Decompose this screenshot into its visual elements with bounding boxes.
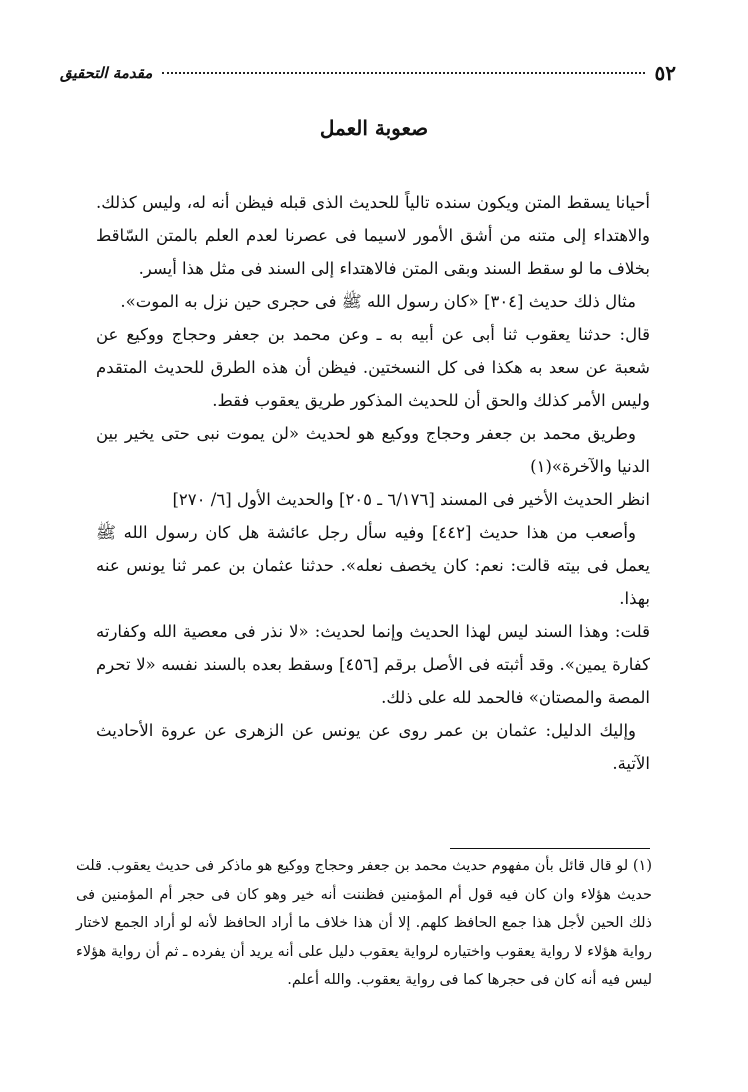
- paragraph: قلت: وهذا السند ليس لهذا الحديث وإنما لحديث: «لا نذر فى معصية الله وكفارته كفارة يمين». وقد أثبته فى الأصل برقم [٤٥٦] وسقط بعده بالسند نفسه «لا تحرم المصة والمصتان» فالحمد لله على ذلك.: [96, 622, 650, 707]
- paragraph: وأصعب من هذا حديث [٤٤٢] وفيه سأل رجل عائشة هل كان رسول الله ﷺ يعمل فى بيته قالت: نعم: كان يخصف نعله». حدثنا عثمان بن عمر ثنا يونس عنه بهذا.: [96, 523, 650, 608]
- paragraph: قال: حدثنا يعقوب ثنا أبى عن أبيه به ـ وعن محمد بن جعفر وحجاج ووكيع عن شعبة عن سعد به هكذا فى كل النسختين. فيظن أن هذه الطرق للحديث المتقدم وليس الأمر كذلك والحق أن للحديث المذكور طريق يعقوب فقط.: [96, 325, 650, 410]
- paragraph: وإليك الدليل: عثمان بن عمر روى عن يونس عن الزهرى عن عروة الأحاديث الآتية.: [96, 721, 650, 773]
- paragraph: أحيانا يسقط المتن ويكون سنده تالياً للحديث الذى قبله فيظن أنه له، وليس كذلك. والاهتداء إلى متنه من أشق الأمور لاسيما فى عصرنا لعدم العلم بالمتن السّاقط بخلاف ما لو سقط السند وبقى المتن فالاهتداء إلى السند فى مثل هذا أيسر.: [96, 193, 650, 278]
- header-dotted-rule: [162, 72, 644, 74]
- section-title: صعوبة العمل: [319, 116, 429, 140]
- body-text: [96, 186, 650, 780]
- page-number: ٥٢: [654, 61, 676, 85]
- paragraph: مثال ذلك حديث [٣٠٤] «كان رسول الله ﷺ فى حجرى حين نزل به الموت».: [120, 292, 636, 311]
- footnotes: [76, 852, 652, 995]
- footnote-divider: [450, 848, 650, 849]
- paragraph: وطريق محمد بن جعفر وحجاج ووكيع هو لحديث «لن يموت نبى حتى يخير بين الدنيا والآخرة»(١): [96, 424, 650, 476]
- running-title: مقدمة التحقيق: [60, 64, 153, 82]
- footnote: (١) لو قال قائل بأن مفهوم حديث محمد بن جعفر وحجاج ووكيع هو ماذكر فى حديث يعقوب. قلت حديث هؤلاء وان كان فيه قول أم المؤمنين فظننت أنه خير وهو كان فى حجر أم المؤمنين فى ذلك الحين لأجل هذا جمع الحافظ كلهم. إلا أن هذا خلاف ما أراد الحافظ لأنه لو أراد الجمع لاختار رواية هؤلاء لا رواية يعقوب واختياره لرواية يعقوب دليل على أنه يريد أن يفرده ـ ثم أن رواية هؤلاء ليس فيه أنه كان فى حجرها كما فى رواية يعقوب. والله أعلم.: [76, 858, 652, 988]
- paragraph: انظر الحديث الأخير فى المسند [٦/١٧٦ ـ ٢٠٥] والحديث الأول [٦/ ٢٧٠]: [172, 490, 650, 509]
- running-header: [60, 58, 676, 88]
